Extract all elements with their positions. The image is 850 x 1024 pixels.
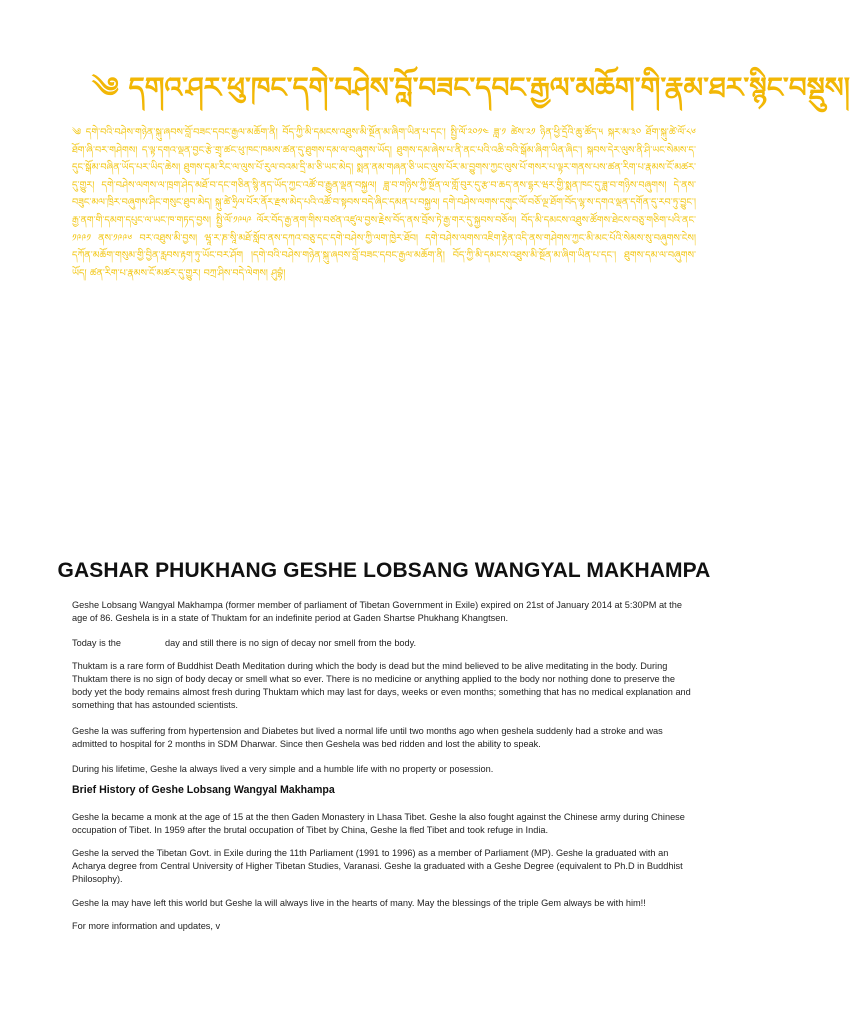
today-text-start: Today is the [72, 638, 122, 648]
paragraph-blessing: Geshe la may have left this world but Geshe la will always live in the hearts of many. May the blessings of the triple Gem always be with him!! [72, 898, 646, 908]
paragraph-more-info: For more information and updates, v [72, 921, 221, 931]
paragraph-today [72, 637, 696, 650]
paragraph-monkhood: Geshe la became a monk at the age of 15 at the then Gaden Monastery in Lhasa Tibet. Geshe la also fought against the Chinese army during Chinese occupation of Tibet. In 1959 after the brutal occupation of Tibet by China, Geshe la fled Tibet and took refuge in India. [72, 812, 685, 835]
paragraph-service: Geshe la served the Tibetan Govt. in Exile during the 11th Parliament (1991 to 1996) as a member of Parliament (MP). Geshe la graduated with an Acharya degree from Central University of Higher Tibetan Studies, Varanasi. Geshe la graduated with a Geshe Degree (equivalent to Ph.D in Buddhist Philosophy). [72, 848, 683, 884]
english-title: GASHAR PHUKHANG GESHE LOBSANG WANGYAL MAKHAMPA [57, 559, 711, 582]
paragraph-lifestyle: During his lifetime, Geshe la always lived a very simple and a humble life with no property or posession. [72, 764, 494, 774]
paragraph-obituary: Geshe Lobsang Wangyal Makhampa (former member of parliament of Tibetan Government in Exile) expired on 21st of January 2014 at 5:30PM at the age of 86. Geshela is in a state of Thuktam for an indefinite period at Gaden Shartse Phukhang Khangtsen. [72, 600, 682, 623]
paragraph-health: Geshe la was suffering from hypertension and Diabetes but lived a normal life until two months ago when geshela suddenly had a stroke and was admitted to hospital for 2 months in SDM Dharwar. Since then Geshela was bed ridden and lost the ability to speak. [72, 726, 663, 749]
paragraph-thuktam: Thuktam is a rare form of Buddhist Death Meditation during which the body is dead but the mind believed to be alive meditating in the body. During Thuktam there is no sign of body decay or smell what so ever. There is no medicine or anything applied to the body nor nothing done to preserve the body yet the body remains almost fresh during Thuktam which may last for days, weeks or even months; something that has no medical explanation and something that has astounded scientists. [72, 661, 691, 710]
section-heading-history: Brief History of Geshe Lobsang Wangyal Makhampa [72, 784, 335, 796]
tibetan-body-text: ༄ དགེ་བའི་བཤེས་གཉེན་སྐུ་ཞབས་བློ་བཟང་དབང་རྒྱལ་མཆོག་ནི། བོད་ཀྱི་མི་དམངས་འཐུས་མི་སྔོན་མ་ཞིག་ཡིན་པ་དང་། སྤྱི་ལོ་༢༠༡༤ ཟླ་༡ ཚེས་༢༡ ཉིན་ཕྱི་དྲོའི་ཆུ་ཚོད་༥ སྐར་མ་༣༠ ཐོག་སྐུ་ཚེ་ལོ་༨༦ ཐོག་ཞི་བར་གཤེགས། ད་ལྟ་དགའ་ལྡན་བྱང་རྩེ་གྲྭ་ཚང་ཕུ་ཁང་ཁམས་ཚན་དུ་ཐུགས་དམ་ལ་བཞུགས་ཡོད། ཐུགས་དམ་ཞེས་པ་ནི་ནང་པའི་འཆི་བའི་སྒོམ་ཞིག་ཡིན་ཞིང་། སྐབས་དེར་ལུས་ནི་ཤི་ཡང་སེམས་ད་དུང་སྒོམ་བཞིན་ཡོད་པར་ཡིད་ཆེས། ཐུགས་དམ་རིང་ལ་ལུས་པོ་རུལ་བའམ་དྲི་མ་ཅི་ཡང་མེད། སྨན་ནམ་གཞན་ཅི་ཡང་ལུས་པོར་མ་བྱུགས་ཀྱང་ལུས་པོ་གསར་པ་ལྟར་གནས་པས་ཚན་རིག་པ་རྣམས་ངོ་མཚར་དུ་གྱུར། དགེ་བཤེས་ལགས་ལ་ཁྲག་ཤེད་མཐོ་བ་དང་གཅིན་སྙི་ནད་ཡོད་ཀྱང་འཚོ་བ་རྒྱུན་ལྡན་བསྐྱལ། ཟླ་བ་གཉིས་ཀྱི་སྔོན་ལ་གློ་བུར་དུ་རྩ་བ་ཆད་ནས་དྷར་ཝར་གྱི་སྨན་ཁང་དུ་ཟླ་བ་གཉིས་བཞུགས། དེ་ནས་བཟུང་མལ་ཁྲིར་བཞུགས་ཤིང་གསུང་ཐུབ་མེད། སྐུ་ཚེ་ཧྲིལ་པོར་ནོར་རྫས་མེད་པའི་འཚོ་བ་སྟབས་བདེ་ཞིང་དམན་པ་བསྐྱལ། དགེ་བཤེས་ལགས་དགུང་ལོ་བཅོ་ལྔ་ཐོག་བོད་ལྷ་ས་དགའ་ལྡན་དགོན་དུ་རབ་ཏུ་བྱུང་། རྒྱ་ནག་གི་དམག་དཔུང་ལ་ཡང་ཁ་གཏད་བྱས། སྤྱི་ལོ་༡༩༥༩ ལོར་བོད་རྒྱ་ནག་གིས་བཙན་འཛུལ་བྱས་རྗེས་བོད་ནས་བྲོས་ཏེ་རྒྱ་གར་དུ་སྐྱབས་བཅོལ། བོད་མི་དམངས་འཐུས་ཚོགས་ཐེངས་བཅུ་གཅིག་པའི་ནང་༡༩༩༡ ནས་༡༩༩༦ བར་འཐུས་མི་བྱས། ཝཱ་ར་ཎ་སཱི་མཐོ་སློབ་ནས་དཀའ་བཅུ་དང་དགེ་བཤེས་ཀྱི་ལག་ཁྱེར་ཐོབ། དགེ་བཤེས་ལགས་འཇིག་རྟེན་འདི་ནས་གཤེགས་ཀྱང་མི་མང་པོའི་སེམས་སུ་བཞུགས་ངེས། དཀོན་མཆོག་གསུམ་གྱི་བྱིན་རླབས་རྟག་ཏུ་ཡོང་བར་ཤོག །དགེ་བའི་བཤེས་གཉེན་སྐུ་ཞབས་བློ་བཟང་དབང་རྒྱལ་མཆོག་ནི། བོད་ཀྱི་མི་དམངས་འཐུས་མི་སྔོན་མ་ཞིག་ཡིན་པ་དང་། ཐུགས་དམ་ལ་བཞུགས་ཡོད། ཚན་རིག་པ་རྣམས་ངོ་མཚར་དུ་གྱུར། བཀྲ་ཤིས་བདེ་ལེགས། ཤུབྷཾ། [72, 127, 696, 279]
today-text-end: day and still there is no sign of decay nor smell from the body. [165, 638, 417, 648]
tibetan-title: ༄ དགའ་ཤར་ཕུ་ཁང་དགེ་བཤེས་བློ་བཟང་དབང་རྒྱལ་མཆོག་གི་རྣམ་ཐར་སྙིང་བསྡུས། [92, 71, 850, 104]
